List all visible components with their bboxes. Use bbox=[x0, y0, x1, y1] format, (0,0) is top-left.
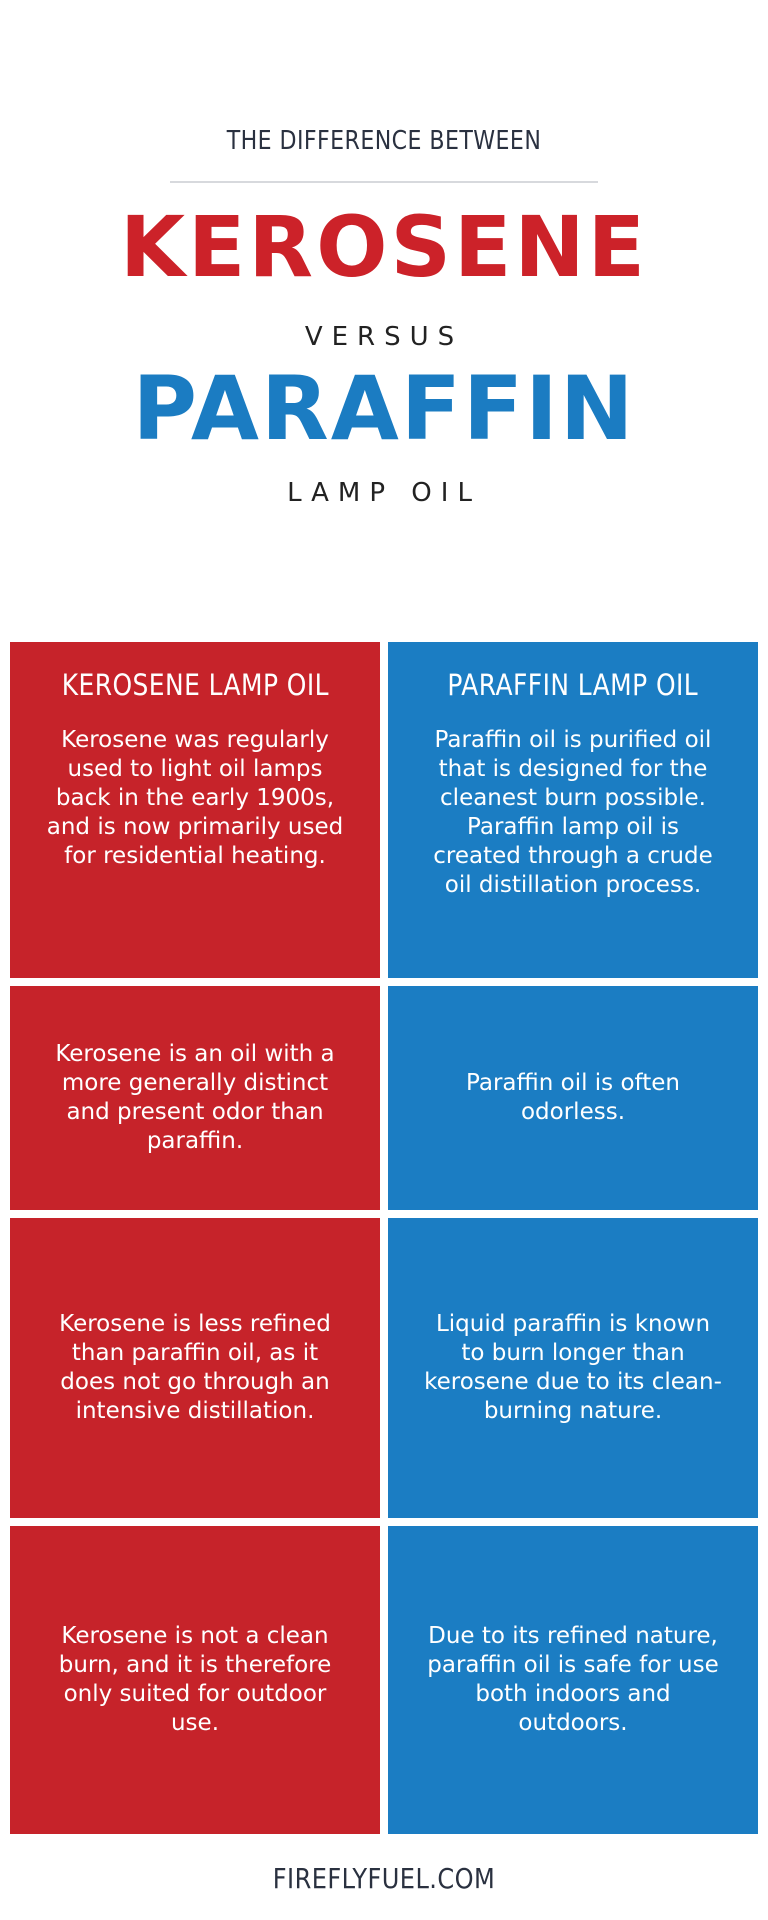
paraffin-cell bbox=[388, 1218, 758, 1518]
kerosene-heading: KEROSENE LAMP OIL bbox=[61, 668, 329, 702]
header-divider bbox=[170, 181, 598, 183]
kerosene-text: Kerosene was regularly used to light oil lamps back in the early 1900s, and is now primarily used for residential heating. bbox=[46, 727, 344, 869]
paraffin-text: Due to its refined nature, paraffin oil is safe for use both indoors and outdoors. bbox=[427, 1623, 719, 1736]
table-row bbox=[10, 986, 758, 1210]
footer-site-link[interactable]: FIREFLYFUEL.COM bbox=[272, 1862, 496, 1895]
table-row bbox=[10, 1526, 758, 1834]
kerosene-cell bbox=[10, 642, 380, 978]
paraffin-text: Liquid paraffin is known to burn longer than kerosene due to its clean-burning nature. bbox=[424, 1311, 722, 1424]
paraffin-heading: PARAFFIN LAMP OIL bbox=[447, 668, 699, 702]
paraffin-text: Paraffin oil is purified oil that is designed for the cleanest burn possible. Paraffin lamp oil is created through a crude oil distillation process. bbox=[433, 727, 713, 898]
paraffin-cell bbox=[388, 986, 758, 1210]
kerosene-cell bbox=[10, 1218, 380, 1518]
versus-text: VERSUS bbox=[304, 322, 464, 352]
kerosene-cell bbox=[10, 1526, 380, 1834]
kerosene-cell bbox=[10, 986, 380, 1210]
title-kerosene: KEROSENE bbox=[119, 198, 649, 296]
paraffin-cell bbox=[388, 1526, 758, 1834]
kerosene-text: Kerosene is an oil with a more generally distinct and present odor than paraffin. bbox=[55, 1041, 335, 1154]
paraffin-text: Paraffin oil is often odorless. bbox=[466, 1070, 680, 1125]
kerosene-text: Kerosene is less refined than paraffin oil, as it does not go through an intensive distillation. bbox=[59, 1311, 331, 1424]
kerosene-text: Kerosene is not a clean burn, and it is therefore only suited for outdoor use. bbox=[58, 1623, 332, 1736]
title-paraffin: PARAFFIN bbox=[132, 357, 636, 460]
table-row bbox=[10, 642, 758, 978]
kicker-text: THE DIFFERENCE BETWEEN bbox=[226, 126, 542, 156]
subtitle-lamp-oil: LAMP OIL bbox=[287, 478, 481, 508]
table-row bbox=[10, 1218, 758, 1518]
paraffin-cell bbox=[388, 642, 758, 978]
